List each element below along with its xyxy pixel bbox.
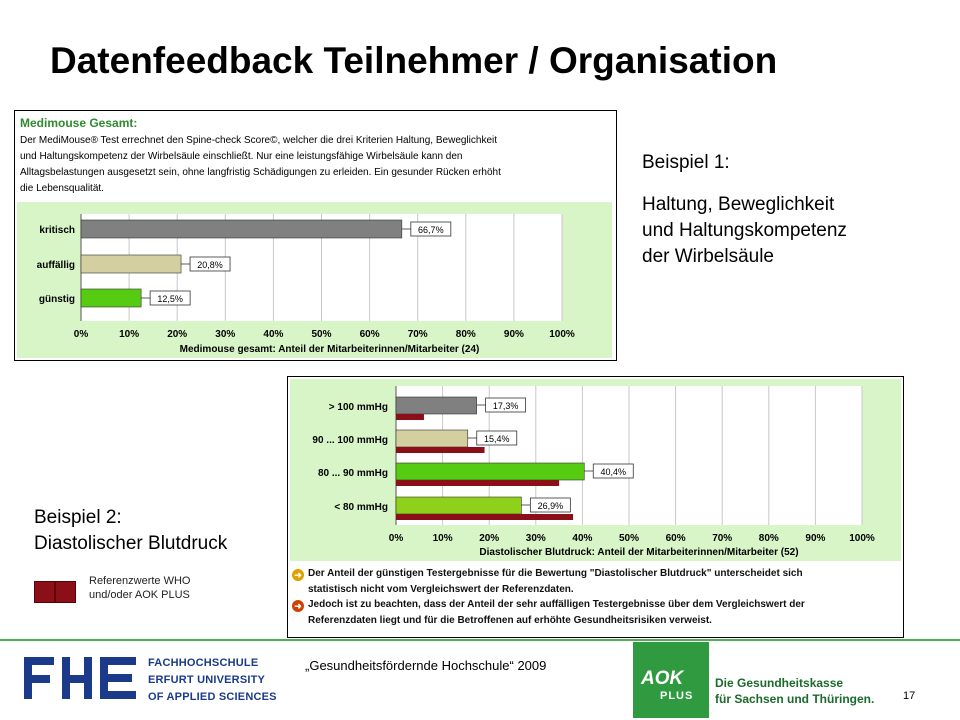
legend-line: und/oder AOK PLUS <box>89 589 190 601</box>
data-label: 26,9% <box>537 501 564 511</box>
example1-description: Haltung, Beweglichkeit <box>642 194 835 215</box>
tick-label: 60% <box>359 329 380 340</box>
fhe-line: OF APPLIED SCIENCES <box>148 691 277 703</box>
note-text: statistisch nicht vom Vergleichswert der Referenzdaten. <box>308 584 574 595</box>
tagline-line: Die Gesundheitskasse <box>715 676 844 690</box>
tick-label: 30% <box>525 533 546 544</box>
arrow-right-icon: ➜ <box>292 569 304 581</box>
x-axis-label: Medimouse gesamt: Anteil der Mitarbeiterinnen/Mitarbeiter (24) <box>179 344 480 355</box>
reference-bar <box>396 447 485 453</box>
tick-label: 70% <box>407 329 428 340</box>
legend-line: Referenzwerte WHO <box>89 575 191 587</box>
reference-bar <box>396 414 424 420</box>
example1-description: der Wirbelsäule <box>642 246 774 267</box>
blood-pressure-chart <box>290 379 901 561</box>
fhe-logo-icon <box>24 657 140 703</box>
example1-description: und Haltungskompetenz <box>642 220 847 241</box>
bar <box>396 497 521 514</box>
aok-logo-text: AOK <box>641 668 684 689</box>
tagline-line: für Sachsen und Thüringen. <box>715 692 875 706</box>
panel-description-line: Alltagsbelastungen ausgesetzt sein, ohne langfristig Schädigungen zu erleiden. Ein gesunder Rücken erhöht <box>20 167 501 178</box>
fhe-line: ERFURT UNIVERSITY <box>148 674 266 686</box>
medimouse-chart <box>17 202 612 358</box>
tick-label: 0% <box>73 329 89 340</box>
panel-heading: Medimouse Gesamt: <box>20 116 138 130</box>
category-label: > 100 mmHg <box>328 402 388 413</box>
aok-plus-text: PLUS <box>660 690 694 702</box>
tick-label: 100% <box>849 533 875 544</box>
tick-label: 80% <box>455 329 476 340</box>
category-label: kritisch <box>39 225 75 236</box>
tick-label: 0% <box>388 533 404 544</box>
tick-label: 40% <box>263 329 284 340</box>
category-label: 80 ... 90 mmHg <box>317 468 388 479</box>
category-label: 90 ... 100 mmHg <box>312 435 388 446</box>
tick-label: 10% <box>432 533 453 544</box>
aok-tagline <box>715 675 874 707</box>
footer-caption: „Gesundheitsfördernde Hochschule“ 2009 <box>305 658 547 673</box>
tick-label: 40% <box>572 533 593 544</box>
reference-bar <box>396 514 573 520</box>
data-label: 66,7% <box>418 225 444 235</box>
tick-label: 90% <box>805 533 826 544</box>
example2-label: Beispiel 2: <box>34 507 122 528</box>
tick-label: 50% <box>311 329 332 340</box>
fhe-name <box>148 655 277 706</box>
data-label: 40,4% <box>600 467 627 477</box>
bar <box>81 220 402 238</box>
bar <box>396 430 468 447</box>
reference-legend-swatch <box>34 581 76 603</box>
example1-label: Beispiel 1: <box>642 152 730 173</box>
bar <box>396 397 477 414</box>
bar <box>81 289 141 307</box>
panel-description-line: Der MediMouse® Test errechnet den Spine-check Score©, welcher die drei Kriterien Haltung, Beweglichkeit <box>20 135 498 146</box>
page-number: 17 <box>903 690 916 702</box>
tick-label: 20% <box>167 329 188 340</box>
tick-label: 30% <box>215 329 236 340</box>
example2-description: Diastolischer Blutdruck <box>34 533 228 554</box>
bar <box>81 255 181 273</box>
category-label: günstig <box>38 294 75 305</box>
slide-title: Datenfeedback Teilnehmer / Organisation <box>50 40 778 81</box>
tick-label: 50% <box>618 533 640 544</box>
bar <box>396 463 584 480</box>
reference-bar <box>396 480 559 486</box>
note-text: Referenzdaten liegt und für die Betroffenen auf erhöhte Gesundheitsrisiken verweist. <box>308 615 712 626</box>
tick-label: 10% <box>119 329 140 340</box>
tick-label: 60% <box>665 533 686 544</box>
tick-label: 20% <box>479 533 500 544</box>
fhe-line: FACHHOCHSCHULE <box>148 657 259 669</box>
note-text: Jedoch ist zu beachten, dass der Anteil der sehr auffälligen Testergebnisse über dem Vergleichswert der <box>308 599 805 610</box>
arrow-right-icon: ➜ <box>292 600 304 612</box>
data-label: 17,3% <box>492 401 519 411</box>
x-axis-label: Diastolischer Blutdruck: Anteil der Mitarbeiterinnen/Mitarbeiter (52) <box>479 547 799 558</box>
category-label: auffällig <box>36 260 75 271</box>
tick-label: 90% <box>503 329 524 340</box>
data-label: 20,8% <box>197 260 223 270</box>
panel-description-line: die Lebensqualität. <box>20 183 104 194</box>
data-label: 12,5% <box>157 294 183 304</box>
category-label: < 80 mmHg <box>334 502 388 513</box>
tick-label: 70% <box>712 533 733 544</box>
tick-label: 80% <box>758 533 779 544</box>
data-label: 15,4% <box>483 434 510 444</box>
reference-legend-text <box>89 574 190 602</box>
panel-description-line: und Haltungskompetenz der Wirbelsäule einschließt. Nur eine leistungsfähige Wirbelsäule kann den <box>20 151 463 162</box>
tick-label: 100% <box>549 329 575 340</box>
footer-divider <box>0 639 960 641</box>
note-text: Der Anteil der günstigen Testergebnisse für die Bewertung "Diastolischer Blutdruck" unterscheidet sich <box>308 568 803 579</box>
chart-notes <box>290 563 901 635</box>
